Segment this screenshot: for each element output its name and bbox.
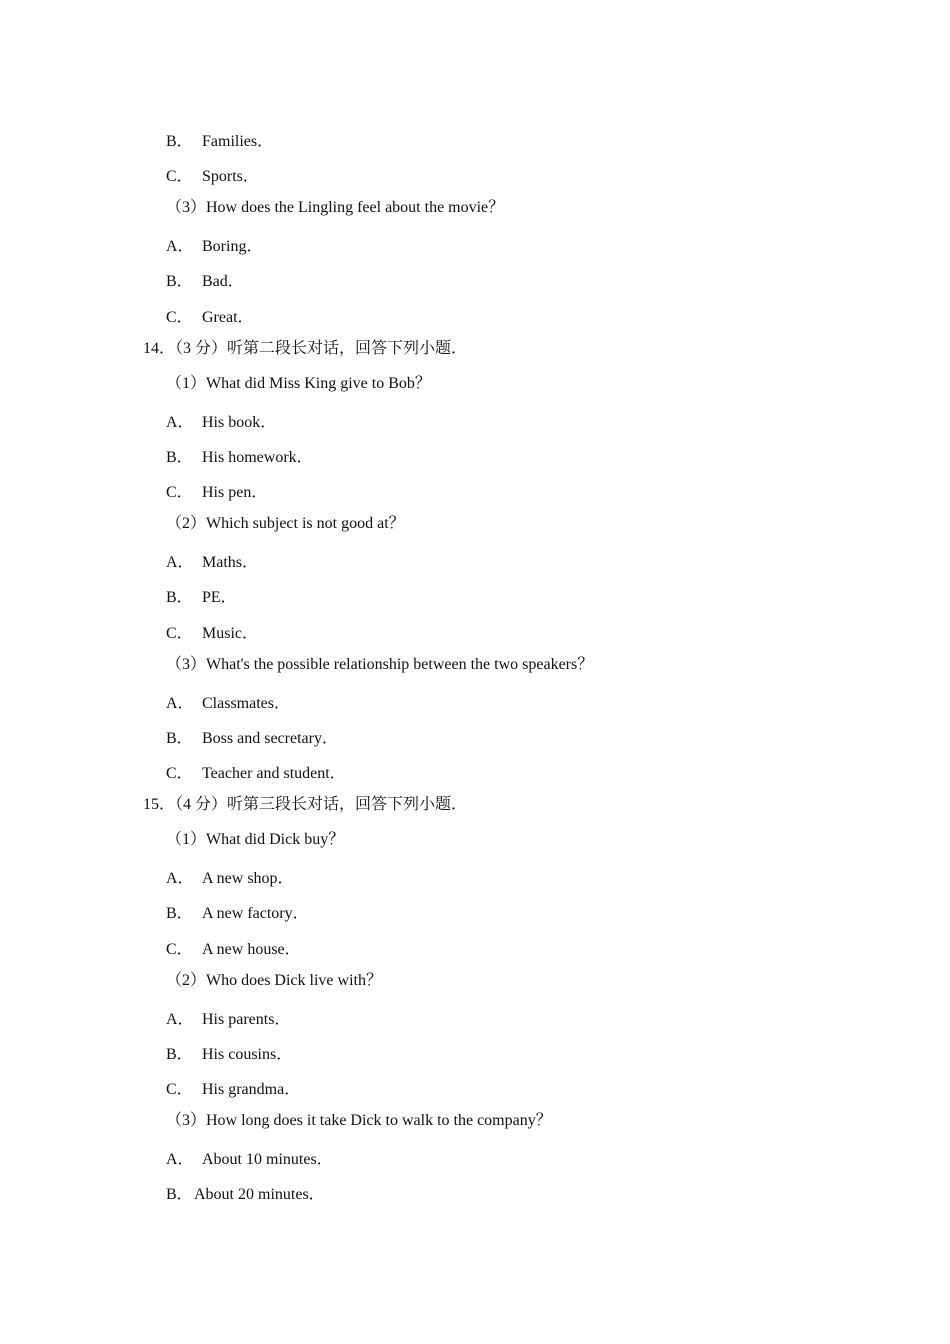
- option-letter: A．: [166, 238, 194, 255]
- q14-sub3-option-c: [0, 760, 950, 780]
- q15-sub2-option-b: [0, 1041, 950, 1061]
- q15-sub3-prompt: （3）How long does it take Dick to walk to the company？: [166, 1112, 552, 1129]
- q14-sub2-option-c: [0, 620, 950, 640]
- q13-sub3-prompt: （3）How does the Lingling feel about the movie？: [166, 199, 505, 216]
- option-text: Great．: [202, 309, 254, 326]
- option-text: His book．: [202, 414, 277, 431]
- option-text: About 20 minutes．: [194, 1186, 325, 1203]
- q15-sub1-prompt: （1）What did Dick buy？: [166, 831, 345, 848]
- q15-sub3-option-b: [0, 1181, 950, 1201]
- option-letter: B．: [166, 1186, 193, 1203]
- option-letter: B．: [166, 273, 193, 290]
- q13-sub3-option-b: [0, 268, 950, 288]
- option-text: Music．: [202, 625, 259, 642]
- option-letter: A．: [166, 414, 194, 431]
- option-text: PE．: [202, 589, 237, 606]
- q14-sub3-option-b: [0, 725, 950, 745]
- option-letter: A．: [166, 1151, 194, 1168]
- option-letter: B．: [166, 133, 193, 150]
- q15-sub2-option-c: [0, 1076, 950, 1096]
- option-text: His grandma．: [202, 1081, 301, 1098]
- option-letter: A．: [166, 1011, 194, 1028]
- q15-sub2-prompt: （2）Who does Dick live with？: [166, 972, 382, 989]
- option-letter: C．: [166, 941, 193, 958]
- option-letter: C．: [166, 765, 193, 782]
- q14-sub3-prompt: （3）What's the possible relationship between the two speakers？: [166, 656, 594, 673]
- q15-sub1-option-c: [0, 936, 950, 956]
- option-letter: C．: [166, 168, 193, 185]
- q14-sub1-option-a: [0, 409, 950, 429]
- option-text: A new factory．: [202, 905, 309, 922]
- q15-sub3-option-a: [0, 1146, 950, 1166]
- option-letter: B．: [166, 730, 193, 747]
- option-text: His parents．: [202, 1011, 291, 1028]
- option-text: Classmates．: [202, 695, 290, 712]
- option-text: Boss and secretary．: [202, 730, 338, 747]
- option-text: About 10 minutes．: [202, 1151, 333, 1168]
- q15-sub1-option-a: [0, 865, 950, 885]
- option-letter: C．: [166, 484, 193, 501]
- q14-header: 14．（3 分）听第二段长对话，回答下列小题．: [143, 340, 468, 357]
- option-text: Sports．: [202, 168, 259, 185]
- option-text: His homework．: [202, 449, 313, 466]
- option-text: His pen．: [202, 484, 268, 501]
- option-letter: C．: [166, 1081, 193, 1098]
- option-text: Teacher and student．: [202, 765, 346, 782]
- q13-sub2-option-c: [0, 163, 950, 183]
- q14-sub1-option-b: [0, 444, 950, 464]
- option-letter: C．: [166, 625, 193, 642]
- option-letter: B．: [166, 1046, 193, 1063]
- q13-sub3-option-a: [0, 233, 950, 253]
- q13-sub3-option-c: [0, 304, 950, 324]
- q14-sub2-option-a: [0, 549, 950, 569]
- q13-sub2-option-b: [0, 128, 950, 148]
- option-letter: B．: [166, 589, 193, 606]
- option-letter: A．: [166, 870, 194, 887]
- q14-sub2-option-b: [0, 584, 950, 604]
- option-text: Boring．: [202, 238, 263, 255]
- q14-sub1-option-c: [0, 479, 950, 499]
- q14-sub2-prompt: （2）Which subject is not good at？: [166, 515, 405, 532]
- q15-sub1-option-b: [0, 900, 950, 920]
- q14-sub3-option-a: [0, 690, 950, 710]
- option-text: Families．: [202, 133, 274, 150]
- q14-sub1-prompt: （1）What did Miss King give to Bob？: [166, 375, 431, 392]
- option-letter: B．: [166, 905, 193, 922]
- option-letter: A．: [166, 695, 194, 712]
- q15-sub2-option-a: [0, 1006, 950, 1026]
- q15-header: 15．（4 分）听第三段长对话，回答下列小题．: [143, 796, 468, 813]
- option-text: His cousins．: [202, 1046, 293, 1063]
- option-letter: A．: [166, 554, 194, 571]
- option-text: Maths．: [202, 554, 259, 571]
- option-text: Bad．: [202, 273, 244, 290]
- option-letter: C．: [166, 309, 193, 326]
- option-text: A new shop．: [202, 870, 294, 887]
- option-text: A new house．: [202, 941, 301, 958]
- option-letter: B．: [166, 449, 193, 466]
